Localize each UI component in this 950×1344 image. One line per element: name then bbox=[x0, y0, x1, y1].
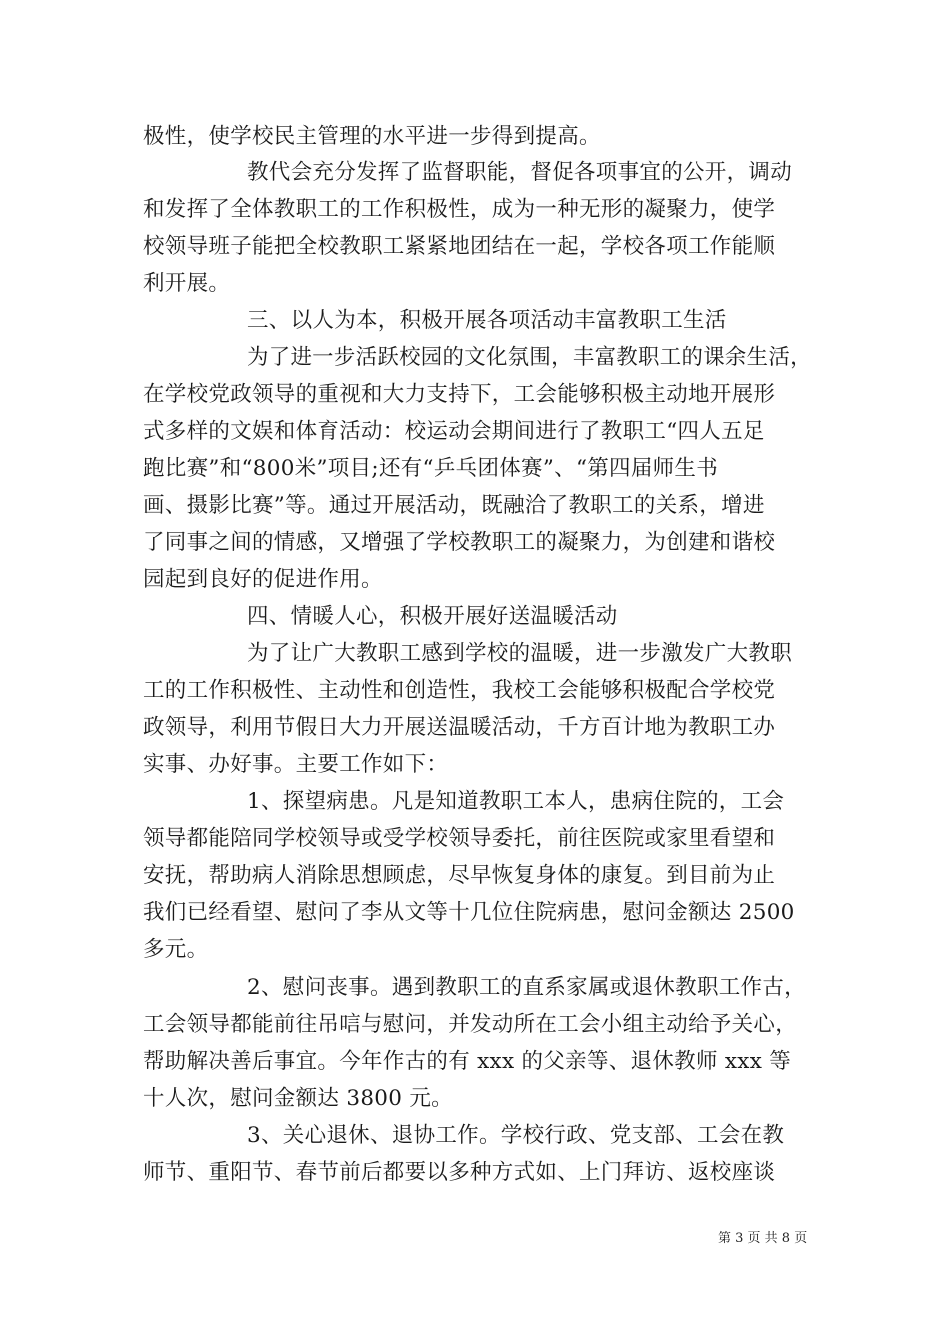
page-number-footer: 第 3 页 共 8 页 bbox=[718, 1231, 808, 1246]
text-line: 和发挥了全体教职工的工作积极性，成为一种无形的凝聚力，使学 bbox=[143, 197, 776, 222]
text-line: 多元。 bbox=[143, 937, 209, 962]
text-line: 校领导班子能把全校教职工紧紧地团结在一起，学校各项工作能顺 bbox=[143, 234, 776, 259]
text-line: 师节、重阳节、春节前后都要以多种方式如、上门拜访、返校座谈 bbox=[143, 1160, 776, 1185]
text-line: 十人次，慰问金额达 3800 元。 bbox=[143, 1086, 453, 1111]
paragraph-first-line: 为了进一步活跃校园的文化氛围，丰富教职工的课余生活， bbox=[247, 345, 812, 370]
text-line: 实事、办好事。主要工作如下： bbox=[143, 752, 449, 777]
text-line: 画、摄影比赛”等。通过开展活动，既融洽了教职工的关系，增进 bbox=[143, 493, 765, 518]
text-line: 工会领导都能前往吊唁与慰问，并发动所在工会小组主动给予关心， bbox=[143, 1012, 798, 1037]
paragraph-first-line: 教代会充分发挥了监督职能，督促各项事宜的公开，调动 bbox=[247, 160, 793, 185]
text-line: 安抚，帮助病人消除思想顾虑，尽早恢复身体的康复。到目前为止 bbox=[143, 863, 776, 888]
text-line: 政领导，利用节假日大力开展送温暖活动，千方百计地为教职工办 bbox=[143, 715, 776, 740]
text-line: 了同事之间的情感，又增强了学校教职工的凝聚力，为创建和谐校 bbox=[143, 530, 776, 555]
text-line: 在学校党政领导的重视和大力支持下，工会能够积极主动地开展形 bbox=[143, 382, 776, 407]
text-line: 式多样的文娱和体育活动：校运动会期间进行了教职工“四人五足 bbox=[143, 419, 765, 444]
text-line: 工的工作积极性、主动性和创造性，我校工会能够积极配合学校党 bbox=[143, 678, 776, 703]
text-line: 我们已经看望、慰问了李从文等十几位住院病患，慰问金额达 2500 bbox=[143, 900, 795, 925]
list-item-first-line: 3、关心退休、退协工作。学校行政、党支部、工会在教 bbox=[247, 1123, 785, 1148]
text-line: 利开展。 bbox=[143, 271, 231, 296]
text-line: 园起到良好的促进作用。 bbox=[143, 567, 383, 592]
text-line: 帮助解决善后事宜。今年作古的有 xxx 的父亲等、退休教师 xxx 等 bbox=[143, 1049, 792, 1074]
paragraph-first-line: 为了让广大教职工感到学校的温暖，进一步激发广大教职 bbox=[247, 641, 793, 666]
text-line: 极性，使学校民主管理的水平进一步得到提高。 bbox=[143, 124, 601, 149]
list-item-first-line: 2、慰问丧事。遇到教职工的直系家属或退休教职工作古， bbox=[247, 975, 806, 1000]
list-item-first-line: 1、探望病患。凡是知道教职工本人，患病住院的，工会 bbox=[247, 789, 785, 814]
text-line: 领导都能陪同学校领导或受学校领导委托，前往医院或家里看望和 bbox=[143, 826, 776, 851]
text-line: 跑比赛”和“800米”项目;还有“乒乓团体赛”、“第四届师生书 bbox=[143, 456, 719, 481]
section-heading: 三、以人为本，积极开展各项活动丰富教职工生活 bbox=[247, 308, 727, 333]
section-heading: 四、情暖人心，积极开展好送温暖活动 bbox=[247, 604, 618, 629]
